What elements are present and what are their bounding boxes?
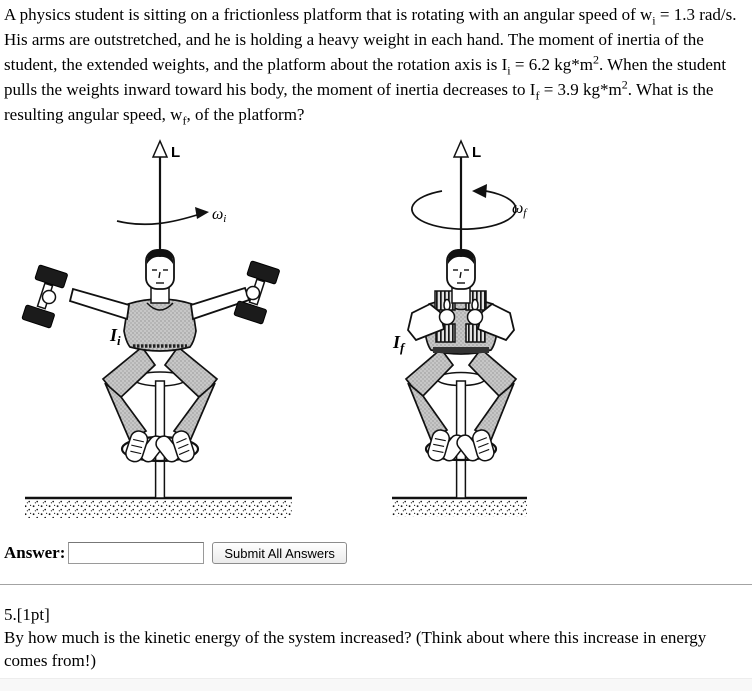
answer-row — [4, 540, 347, 566]
submit-all-answers-button[interactable]: Submit All Answers — [212, 542, 347, 564]
inertia-final-label: $I_f$ — [393, 332, 405, 355]
question-5-number: 5.[1pt] — [4, 605, 50, 624]
figure-initial — [22, 141, 292, 518]
figure-final — [392, 141, 528, 517]
filled-arrowhead-icon — [195, 207, 209, 219]
rotation-arrow-final — [412, 184, 528, 229]
problem-statement: A physics student is sitting on a frictionless platform that is rotating with an angular speed of $w_i = 1.3$ rad/s. His arms are outstretched, and he is holding a heavy weight in each hand. The moment of inertia of the student, the extended weights, and the platform about the rotation axis is $I_i = 6.2$ $kg*m^2$. When the student pulls the weights inward toward his body, the moment of inertia decreases to $I_f = 3.9$ $kg*m^2$. What is the resulting angular speed, $w_f$, of the platform? — [4, 5, 737, 128]
open-arrowhead-icon — [454, 141, 468, 157]
rotation-arrow-initial — [117, 206, 226, 225]
ground-initial — [25, 498, 292, 518]
answer-label: Answer: — [4, 543, 66, 562]
figures-illustration — [0, 130, 752, 530]
section-divider — [0, 584, 752, 585]
ground-final — [392, 498, 527, 517]
question-5 — [4, 603, 748, 672]
angular-momentum-arrow-final — [454, 141, 481, 252]
footer-strip — [0, 678, 752, 691]
student-arms-out — [22, 249, 280, 465]
question-5-text: By how much is the kinetic energy of the system increased? (Think about where this increase in energy comes from!) — [4, 628, 707, 670]
filled-arrowhead-icon — [472, 184, 487, 198]
angular-momentum-arrow-initial — [153, 141, 180, 252]
axis-label-initial: L — [171, 144, 181, 161]
omega-final-label: ωf — [512, 200, 527, 219]
inertia-initial-label: $I_i$ — [110, 325, 121, 348]
axis-label-final: L — [472, 144, 482, 161]
omega-initial-label: ωi — [212, 206, 227, 225]
answer-input[interactable] — [68, 542, 204, 564]
open-arrowhead-icon — [153, 141, 167, 157]
